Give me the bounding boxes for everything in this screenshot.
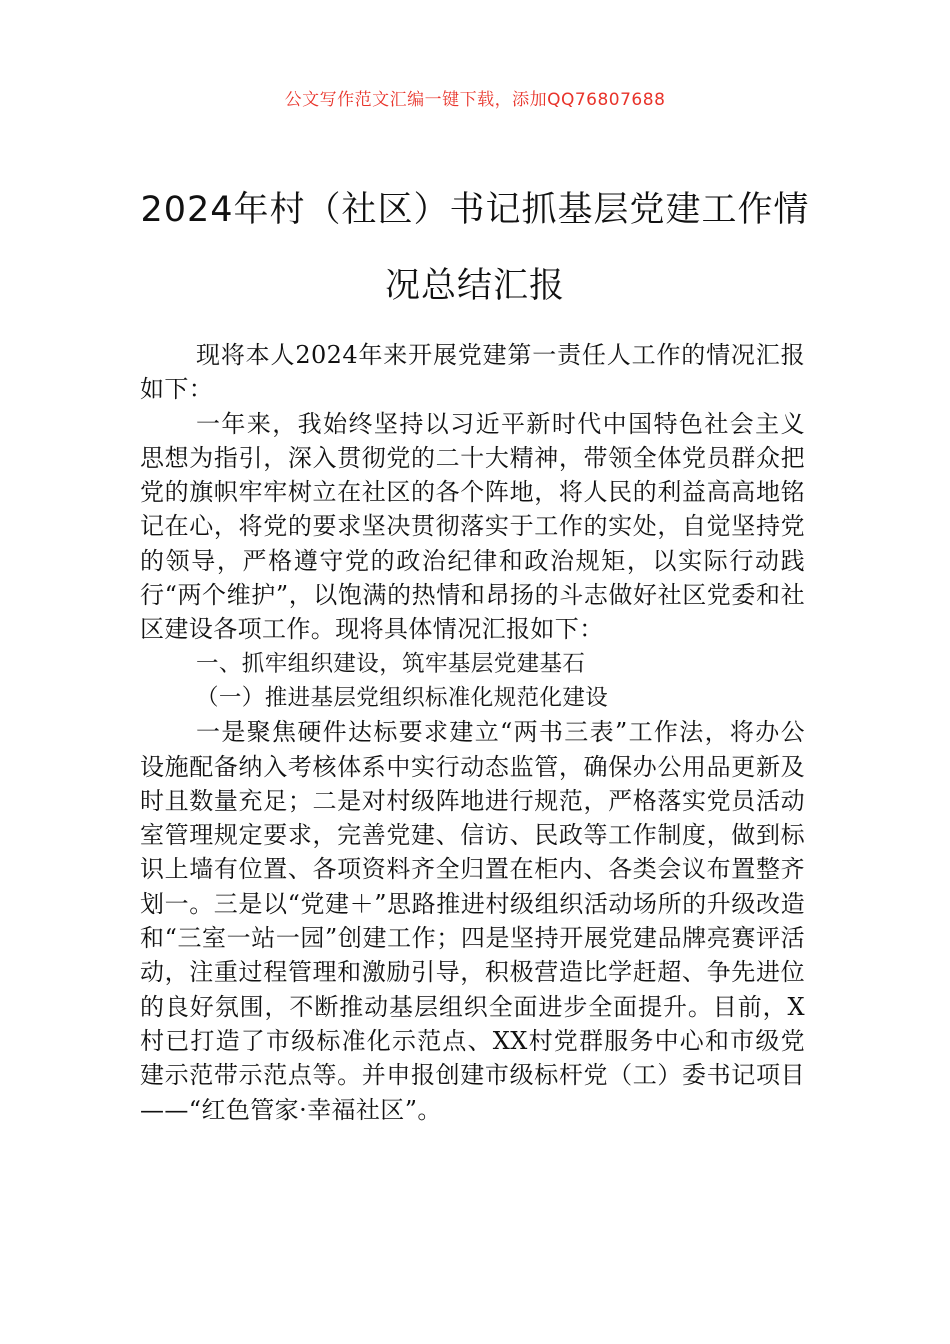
section-heading: 一、抓牢组织建设，筑牢基层党建基石 (196, 650, 586, 677)
download-banner[interactable]: 公文写作范文汇编一键下载，添加QQ76807688 (284, 90, 666, 110)
body-paragraph: 一是聚焦硬件达标要求建立“两书三表”工作法，将办公设施配备纳入考核体系中实行动态监管，确保办公用品更新及时且数量充足；二是对村级阵地进行规范，严格落实党员活动室管理规定要求，完善党建、信访、民政等工作制度，做到标识上墙有位置、各项资料齐全归置在柜内、各类会议布置整齐划一。三是以“党建＋”思路推进村级组织活动场所的升级改造和“三室一站一园”创建工作；四是坚持开展党建品牌亮赛评活动，注重过程管理和激励引导，积极营造比学赶超、争先进位的良好氛围，不断推动基层组织全面进步全面提升。目前，X村已打造了市级标准化示范点、XX村党群服务中心和市级党建示范带示范点等。并申报创建市级标杆党（工）委书记项目——“红色管家·幸福社区”。 (140, 718, 805, 1124)
document-body (140, 338, 805, 1127)
summary-paragraph: 一年来，我始终坚持以习近平新时代中国特色社会主义思想为指引，深入贯彻党的二十大精神，带领全体党员群众把党的旗帜牢牢树立在社区的各个阵地，将人民的利益高高地铭记在心，将党的要求坚决贯彻落实于工作的实处，自觉坚持党的领导，严格遵守党的政治纪律和政治规矩，以实际行动践行“两个维护”，以饱满的热情和昂扬的斗志做好社区党委和社区建设各项工作。现将具体情况汇报如下： (140, 409, 805, 644)
document-title: 2024年村（社区）书记抓基层党建工作情况总结汇报 (140, 190, 810, 306)
intro-paragraph: 现将本人2024年来开展党建第一责任人工作的情况汇报如下： (140, 341, 805, 404)
subsection-heading: （一）推进基层党组织标准化规范化建设 (196, 684, 609, 711)
